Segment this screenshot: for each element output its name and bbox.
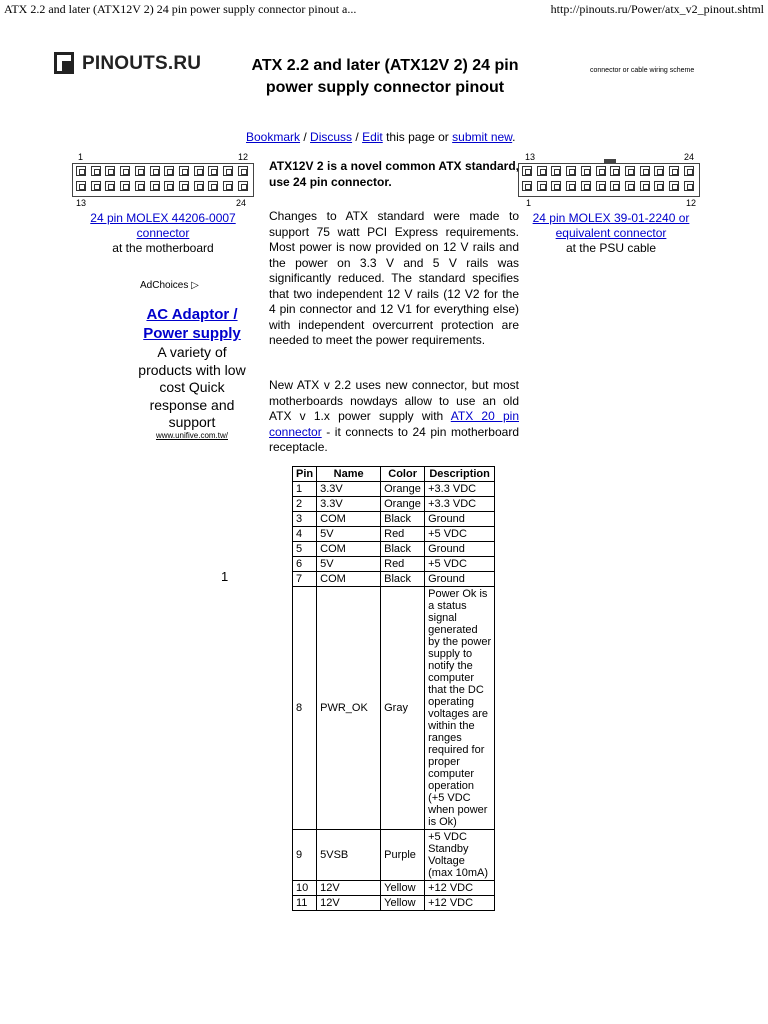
table-row: [293, 587, 495, 830]
bookmark-link[interactable]: Bookmark: [246, 130, 301, 144]
motherboard-connector-diagram: [70, 152, 256, 208]
ad-title-link[interactable]: AC Adaptor / Power supply: [143, 306, 241, 342]
pin-cell: 4: [293, 527, 317, 542]
connector-pin: [522, 166, 532, 176]
pin-number-label: 1: [78, 152, 84, 162]
pin-number-label: 12: [686, 198, 697, 208]
connector-pin: [76, 166, 86, 176]
column-header-pin: Pin: [293, 467, 317, 482]
connector-pin: [238, 166, 248, 176]
pin-cell: 8: [293, 587, 317, 830]
description-cell: Power Ok is a status signal generated by the power supply to notify the computer that the DC operating voltages are within the ranges required for proper computer operation (+5 VDC when power is Ok): [425, 587, 495, 830]
toolbar-middle-text: this page or: [382, 130, 453, 144]
connector-pin: [105, 166, 115, 176]
pin-cell: 3: [293, 512, 317, 527]
toolbar-separator: /: [300, 130, 311, 144]
connector-pin: [179, 181, 189, 191]
pin-cell: 6: [293, 557, 317, 572]
connector-pin: [551, 181, 561, 191]
connector-pin: [208, 166, 218, 176]
name-cell: COM: [317, 542, 381, 557]
ad-url[interactable]: [130, 431, 254, 440]
pin-cell: 7: [293, 572, 317, 587]
connector-pin: [194, 166, 204, 176]
pin-number-label: 1: [526, 198, 532, 208]
description-cell: +5 VDC: [425, 527, 495, 542]
pin-cell: 11: [293, 896, 317, 911]
table-row: [293, 896, 495, 911]
article-intro: ATX12V 2 is a novel common ATX standard, use 24 pin connector.: [269, 159, 519, 189]
adchoices-label[interactable]: [140, 280, 199, 291]
connector-pin: [135, 181, 145, 191]
color-cell: Purple: [381, 830, 425, 881]
pinout-table: [292, 466, 495, 911]
page-number: 1: [221, 569, 229, 584]
color-cell: Orange: [381, 482, 425, 497]
caption-text: at the motherboard: [112, 241, 214, 255]
table-row: [293, 527, 495, 542]
color-cell: Black: [381, 572, 425, 587]
column-header-color: Color: [381, 467, 425, 482]
table-row: [293, 830, 495, 881]
adchoices-text: AdChoices: [140, 280, 189, 291]
connector-pin: [135, 166, 145, 176]
connector-pin: [596, 166, 606, 176]
pin-number-label: 24: [236, 198, 247, 208]
connector-pin: [537, 166, 547, 176]
connector-pin: [640, 166, 650, 176]
connector-pin: [76, 181, 86, 191]
table-row: [293, 482, 495, 497]
name-cell: 5V: [317, 557, 381, 572]
name-cell: PWR_OK: [317, 587, 381, 830]
pin-cell: 2: [293, 497, 317, 512]
scheme-label: connector or cable wiring scheme: [590, 67, 695, 74]
name-cell: COM: [317, 512, 381, 527]
connector-pin: [150, 181, 160, 191]
print-header-title: ATX 2.2 and later (ATX12V 2) 24 pin power supply connector pinout a...: [4, 2, 357, 16]
connector-pin: [684, 181, 694, 191]
connector-pin: [223, 181, 233, 191]
color-cell: Black: [381, 512, 425, 527]
description-cell: +3.3 VDC: [425, 482, 495, 497]
pin-cell: 1: [293, 482, 317, 497]
connector-pin: [91, 166, 101, 176]
connector-pin: [640, 181, 650, 191]
psu-connector-link[interactable]: 24 pin MOLEX 39-01-2240 or equivalent connector: [532, 211, 690, 240]
color-cell: Orange: [381, 497, 425, 512]
connector-pin: [596, 181, 606, 191]
edit-link[interactable]: Edit: [362, 130, 383, 144]
ad-body: A variety of products with low cost Quick response and support: [138, 344, 246, 430]
description-cell: +5 VDC: [425, 557, 495, 572]
motherboard-connector-link[interactable]: 24 pin MOLEX 44206-0007 connector: [90, 211, 236, 240]
connector-pin: [150, 166, 160, 176]
connector-pin: [625, 166, 635, 176]
article-paragraph: [269, 378, 519, 456]
connector-pin: [581, 181, 591, 191]
table-row: [293, 497, 495, 512]
description-cell: +12 VDC: [425, 896, 495, 911]
table-header-row: [293, 467, 495, 482]
column-header-name: Name: [317, 467, 381, 482]
toolbar: [246, 130, 516, 144]
description-cell: +12 VDC: [425, 881, 495, 896]
print-header-url: http://pinouts.ru/Power/atx_v2_pinout.shtml: [550, 2, 764, 16]
connector-pin: [522, 181, 532, 191]
ad-url-link[interactable]: www.unifive.com.tw/: [155, 431, 229, 440]
table-row: [293, 512, 495, 527]
article-paragraph: Changes to ATX standard were made to support 75 watt PCI Express requirements. Most power is now provided on 12 V rails and the power on 3.3 V and 5 V rails was significantly reduced. The standard specifies that two independent 12 V rails (12 V2 for the 4 pin connector and 12 V1 for everything else) with independent overcurrent protection are needed to meet the power requirements.: [269, 209, 519, 347]
pin-number-label: 13: [76, 198, 87, 208]
name-cell: 3.3V: [317, 497, 381, 512]
connector-pin: [194, 181, 204, 191]
logo-icon: [54, 52, 76, 76]
name-cell: 5V: [317, 527, 381, 542]
pin-number-label: 24: [684, 152, 695, 162]
logo-text: PINOUTS.RU: [82, 53, 202, 74]
pin-cell: 5: [293, 542, 317, 557]
pin-cell: 10: [293, 881, 317, 896]
connector-pin: [179, 166, 189, 176]
connector-pin: [566, 181, 576, 191]
description-cell: Ground: [425, 512, 495, 527]
connector-pin: [91, 181, 101, 191]
connector-pin: [238, 181, 248, 191]
paragraph-text: New ATX v 2.2 uses new connector, but most motherboards nowdays allow to use an old ATX v 1.x power supply with: [269, 378, 519, 423]
connector-pin: [551, 166, 561, 176]
table-row: [293, 572, 495, 587]
name-cell: 12V: [317, 896, 381, 911]
submit-new-link[interactable]: submit new: [452, 130, 513, 144]
column-header-description: Description: [425, 467, 495, 482]
connector-pin: [105, 181, 115, 191]
pin-cell: 9: [293, 830, 317, 881]
pin-number-label: 13: [525, 152, 536, 162]
color-cell: Red: [381, 557, 425, 572]
paragraph-text: - it connects to 24 pin motherboard receptacle.: [269, 424, 519, 454]
connector-pin: [610, 181, 620, 191]
description-cell: +5 VDC Standby Voltage (max 10mA): [425, 830, 495, 881]
connector-pin: [669, 166, 679, 176]
color-cell: Gray: [381, 587, 425, 830]
connector-pin: [537, 181, 547, 191]
connector-pin: [581, 166, 591, 176]
table-row: [293, 881, 495, 896]
description-cell: +3.3 VDC: [425, 497, 495, 512]
connector-pin: [223, 166, 233, 176]
motherboard-connector-caption: [90, 211, 236, 256]
name-cell: 3.3V: [317, 482, 381, 497]
connector-pin: [120, 181, 130, 191]
color-cell: Yellow: [381, 896, 425, 911]
name-cell: 5VSB: [317, 830, 381, 881]
connector-pin: [120, 166, 130, 176]
name-cell: 12V: [317, 881, 381, 896]
connector-pin: [654, 166, 664, 176]
pin-number-label: 12: [238, 152, 249, 162]
connector-pin: [208, 181, 218, 191]
table-row: [293, 542, 495, 557]
connector-pin: [566, 166, 576, 176]
description-cell: Ground: [425, 572, 495, 587]
atx-20-pin-link[interactable]: ATX 20 pin connector: [269, 409, 519, 439]
connector-pin: [164, 166, 174, 176]
psu-connector-diagram: [516, 152, 702, 208]
site-logo[interactable]: [54, 52, 201, 76]
psu-connector-caption: [530, 211, 692, 256]
table-row: [293, 557, 495, 572]
ad-title[interactable]: [130, 305, 254, 343]
color-cell: Yellow: [381, 881, 425, 896]
connector-pin: [625, 181, 635, 191]
caption-text: at the PSU cable: [565, 241, 657, 255]
description-cell: Ground: [425, 542, 495, 557]
connector-pin: [164, 181, 174, 191]
color-cell: Red: [381, 527, 425, 542]
toolbar-separator: /: [352, 130, 363, 144]
connector-pin: [654, 181, 664, 191]
page-title: ATX 2.2 and later (ATX12V 2) 24 pin power supply connector pinout: [251, 57, 519, 96]
adchoices-icon: ▷: [191, 280, 199, 291]
color-cell: Black: [381, 542, 425, 557]
connector-pin: [684, 166, 694, 176]
print-header: [0, 0, 768, 20]
connector-pin: [610, 166, 620, 176]
connector-pin: [669, 181, 679, 191]
name-cell: COM: [317, 572, 381, 587]
discuss-link[interactable]: Discuss: [310, 130, 353, 144]
toolbar-end: .: [512, 130, 516, 144]
